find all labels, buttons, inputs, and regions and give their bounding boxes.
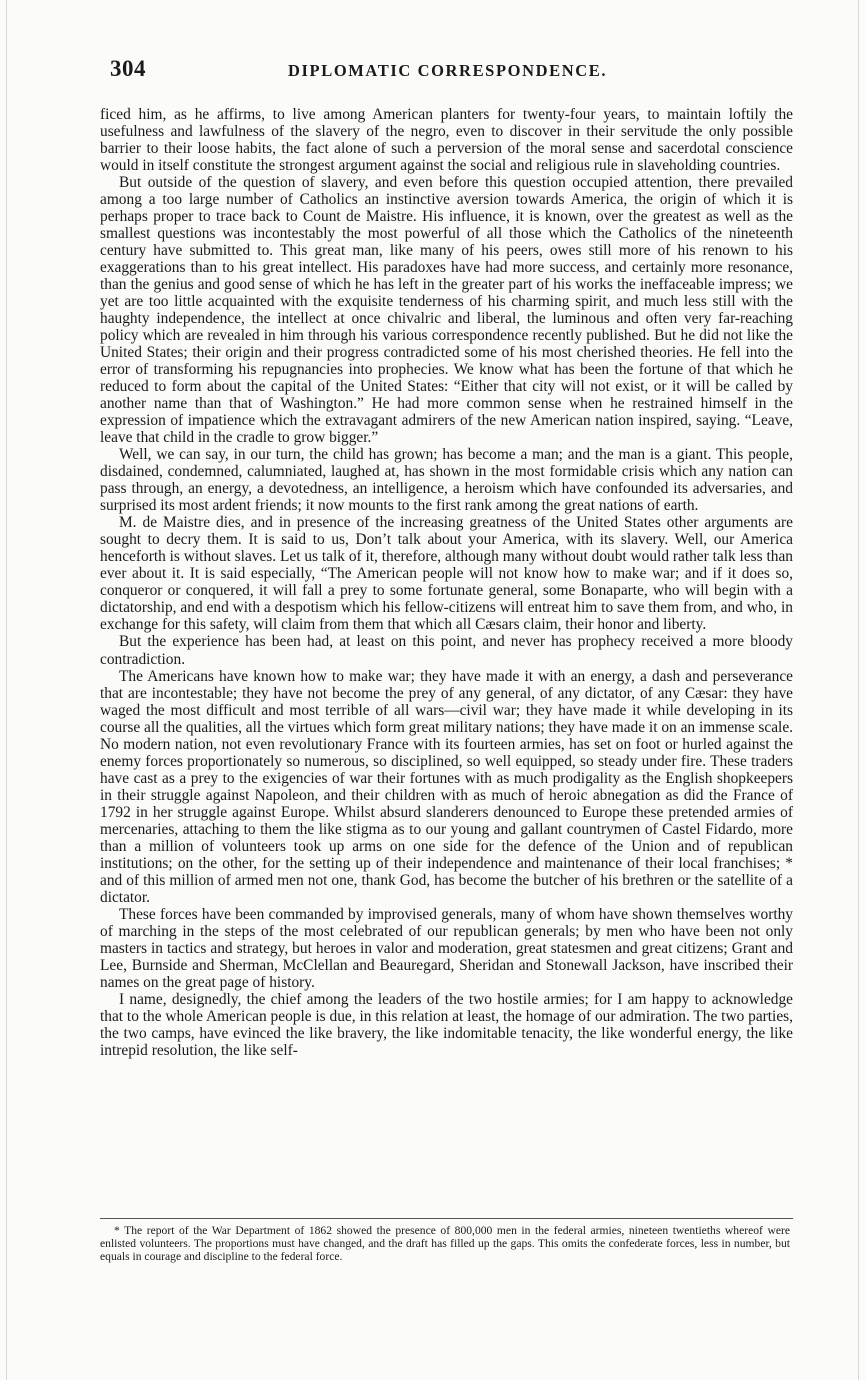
page-number: 304 <box>110 56 146 81</box>
page-edge-line <box>858 0 859 1380</box>
paragraph: Well, we can say, in our turn, the child has grown; has become a man; and the man is a giant. This people, disdained, condemned, calumniated, laughed at, has shown in the most formidable crisis which any nation can pass through, an energy, a devotedness, an intelligence, a heroism which have confounded its adversaries, and surprised its most ardent friends; it now mounts to the first rank among the great nations of earth. <box>100 446 793 515</box>
page-edge-line <box>6 0 7 1380</box>
paragraph: These forces have been commanded by improvised generals, many of whom have shown themselves worthy of marching in the steps of the most celebrated of our republican generals; by men who have been not only masters in tactics and strategy, but heroes in valor and moderation, great statesmen and great citizens; Grant and Lee, Burnside and Sherman, McClellan and Beauregard, Sheridan and Stonewall Jackson, have inscribed their names on the great page of history. <box>100 905 793 991</box>
footnote: * The report of the War Department of 1862 showed the presence of 800,000 men in the federal armies, nineteen twentieths whereof were enlisted volunteers. The proportions must have changed, and the draft has filled up the gaps. This omits the confederate forces, less in number, but equals in courage and discipline to the federal force. <box>100 1224 790 1263</box>
paragraph: I name, designedly, the chief among the leaders of the two hostile armies; for I am happy to acknowledge that to the whole American people is due, in this relation at least, the homage of our admiration. The two parties, the two camps, have evinced the like bravery, the like indomitable tenacity, the like wonderful energy, the like intrepid resolution, the like self- <box>100 990 793 1059</box>
paragraph: M. de Maistre dies, and in presence of the increasing greatness of the United States other arguments are sought to decry them. It is said to us, Don’t talk about your America, with its slavery. Well, our America henceforth is without slaves. Let us talk of it, therefore, although many without doubt would rather talk less than ever about it. It is said especially, “The American people will not know how to make war; and if it does so, conqueror or conquered, it will fall a prey to some fortunate general, some Bonaparte, who will begin with a dictatorship, and end with a despotism which his fellow-citizens will entreat him to save them from, and who, in exchange for this safety, will claim from them that which all Cæsars claim, their honor and liberty. <box>100 514 793 634</box>
running-title: DIPLOMATIC CORRESPONDENCE. <box>288 61 608 80</box>
paragraph: The Americans have known how to make war; they have made it with an energy, a dash and perseverance that are incontestable; they have not become the prey of any general, of any dictator, of any Cæsar: they have waged the most difficult and most terrible of all wars—civil war; they have made it while developing in its course all the qualities, all the virtues which form great military nations; they have made it on an immense scale. No modern nation, not even revolutionary France with its fourteen armies, has set on foot or hurled against the enemy forces proportionately so numerous, so disciplined, so well equipped, so steady under fire. These traders have cast as a prey to the exigencies of war their fortunes with as much prodigality as the English shopkeepers in their struggle against Napoleon, and their children with as much of heroic abnegation as did the France of 1792 in her struggle against Europe. Whilst absurd slanderers denounced to Europe these pretended armies of mercenaries, attaching to them the like stigma as to our young and gallant countrymen of Castel Fidardo, more than a million of volunteers took up arms on one side for the defence of the Union and of republican institutions; on the other, for the setting up of their independence and maintenance of their local franchises; * and of this million of armed men not one, thank God, has become the butcher of his brethren or the satellite of a dictator. <box>100 667 793 906</box>
paragraph: ficed him, as he affirms, to live among American planters for twenty-four years, to maintain loftily the usefulness and lawfulness of the slavery of the negro, even to discover in their servitude the only possible barrier to their loose habits, the fact alone of such a perversion of the moral sense and sacerdotal conscience would in itself constitute the strongest argument against the social and religious rule in slaveholding countries. <box>100 106 793 175</box>
page-header <box>110 56 810 90</box>
paragraph: But the experience has been had, at least on this point, and never has prophecy received a more bloody contradiction. <box>100 633 793 668</box>
footnote-divider <box>100 1218 793 1219</box>
body-text <box>100 106 793 1059</box>
paragraph: But outside of the question of slavery, and even before this question occupied attention, there prevailed among a too large number of Catholics an instinctive aversion towards America, the origin of which it is perhaps proper to trace back to Count de Maistre. His influence, it is known, over the greatest as well as the smallest questions was incontestably the most powerful of all those which the Catholics of the nineteenth century have submitted to. This great man, like many of his peers, owes still more of his renown to his exaggerations than to his great intellect. His paradoxes have had more success, and certainly more resonance, than the genius and good sense of which he has left in the greater part of his works the ineffaceable impress; we yet are too little acquainted with the exquisite tenderness of his charming spirit, and much less still with the haughty independence, the intellect at once chivalric and liberal, the luminous and often very far-reaching policy which are revealed in him through his various correspondence recently published. But he did not like the United States; their origin and their progress contradicted some of his most cherished theories. He fell into the error of transforming his repugnancies into prophecies. We know what has been the fortune of that which he reduced to form about the capital of the United States: “Either that city will not exist, or it will be called by another name than that of Washington.” He had more common sense when he restrained himself in the expression of impatience which the extravagant admirers of the new American nation inspired, saying. “Leave, leave that child in the cradle to grow bigger.” <box>100 174 793 447</box>
